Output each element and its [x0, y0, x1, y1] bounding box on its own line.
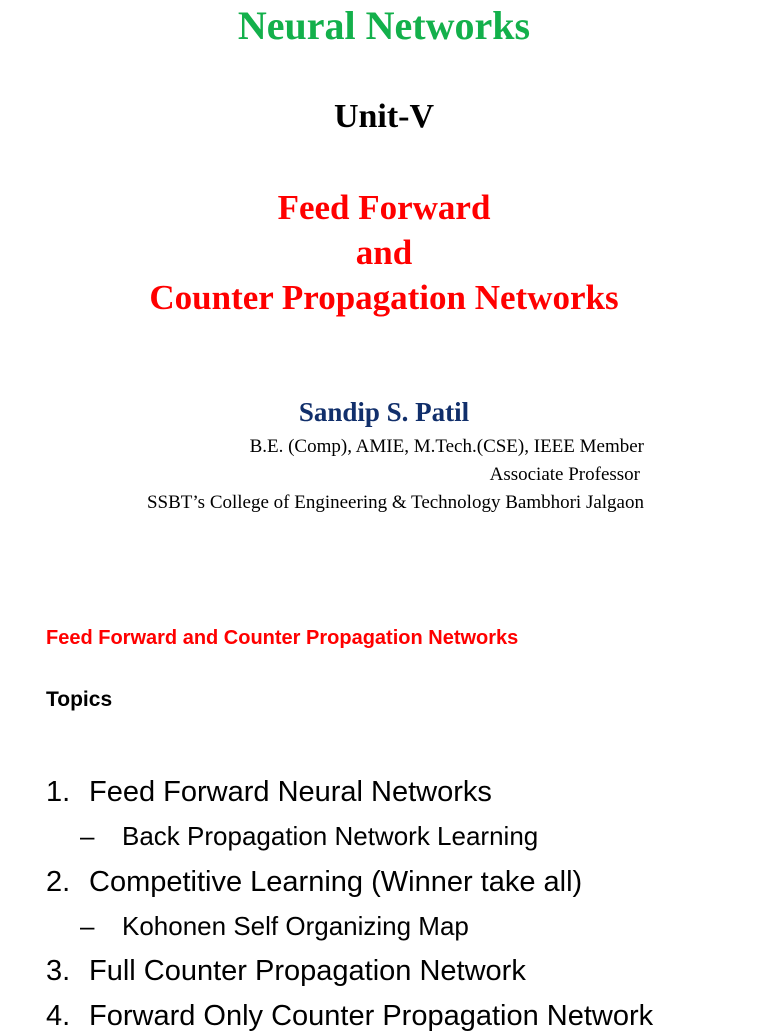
sub-list-item: Back Propagation Network Learning: [122, 821, 539, 851]
author-credentials: B.E. (Comp), AMIE, M.Tech.(CSE), IEEE Member: [249, 436, 644, 457]
sub-list-item: Kohonen Self Organizing Map: [122, 911, 469, 941]
list-item: Full Counter Propagation Network: [89, 955, 526, 987]
heading-line-3: Counter Propagation Networks: [149, 278, 619, 317]
topics-label: Topics: [46, 688, 113, 711]
heading-line-1: Feed Forward: [277, 188, 491, 227]
list-item: Feed Forward Neural Networks: [89, 776, 492, 808]
sub-bullet-dash: –: [80, 821, 95, 851]
list-item-number: 2.: [46, 866, 71, 898]
heading-line-2: and: [355, 233, 413, 272]
list-item: Forward Only Counter Propagation Network: [89, 1000, 654, 1032]
slide-title: Neural Networks: [237, 3, 531, 48]
list-item: Competitive Learning (Winner take all): [89, 866, 583, 898]
author-institution: SSBT’s College of Engineering & Technology Bambhori Jalgaon: [146, 492, 644, 513]
author-name: Sandip S. Patil: [298, 397, 470, 427]
sub-bullet-dash: –: [80, 911, 95, 941]
list-item-number: 3.: [46, 955, 71, 987]
section-title: Feed Forward and Counter Propagation Networks: [46, 627, 519, 649]
list-item-number: 1.: [46, 776, 71, 808]
author-position: Associate Professor: [489, 464, 640, 485]
list-item-number: 4.: [46, 1000, 71, 1032]
unit-label: Unit-V: [333, 98, 435, 135]
